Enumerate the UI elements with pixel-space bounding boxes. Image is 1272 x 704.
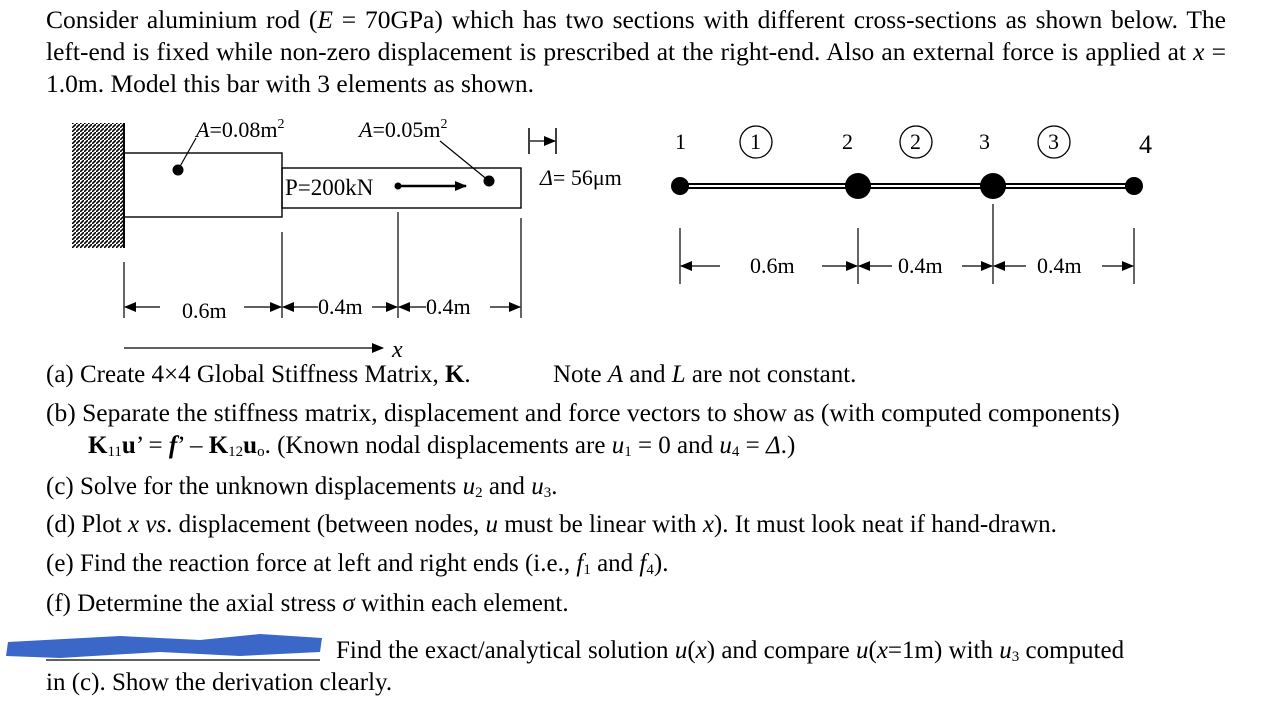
note-text-end: are not constant.	[685, 361, 857, 388]
question-d	[46, 510, 1057, 540]
known-text: . (Known nodal displacements are	[264, 432, 612, 459]
length-symbol: L	[671, 361, 686, 388]
question-b-line2	[88, 431, 795, 461]
minus: ’ –	[177, 432, 209, 459]
squared: 2	[277, 117, 285, 132]
u: u	[674, 637, 688, 664]
x: x	[695, 637, 707, 664]
k11-symbol: K	[88, 432, 108, 459]
area-label-left	[196, 118, 284, 142]
end: .	[551, 473, 558, 500]
area-value: =0.08m	[209, 117, 278, 142]
element-label-1: 1	[750, 129, 761, 154]
node-label-3: 3	[979, 129, 990, 154]
f1: f	[576, 550, 584, 577]
sigma: σ	[342, 590, 355, 617]
intro-text-1: Consider aluminium rod (	[46, 5, 318, 34]
subscript: 12	[228, 444, 244, 460]
question-a-note	[553, 360, 856, 390]
subscript: 11	[107, 444, 122, 460]
u: u	[485, 511, 498, 538]
redaction-scribble	[6, 634, 322, 658]
x2: x	[702, 511, 714, 538]
x-axis-label: x	[392, 337, 403, 363]
question-g-line2: in (c). Show the derivation clearly.	[46, 669, 393, 696]
modulus-symbol: E	[317, 5, 333, 34]
text: computed	[1019, 637, 1125, 664]
paren: (	[687, 637, 696, 664]
subscript: 1	[583, 562, 591, 578]
end: .)	[780, 432, 796, 459]
question-a	[46, 360, 471, 390]
end: ).	[653, 550, 669, 577]
squared: 2	[440, 117, 448, 132]
dim-label-3: 0.4m	[426, 294, 471, 319]
mid2: must be linear with	[497, 511, 703, 538]
u-vector: u	[121, 432, 136, 459]
node-label-1: 1	[675, 129, 686, 154]
subscript: o	[257, 444, 265, 460]
x: x	[876, 637, 888, 664]
fe-node-2	[845, 173, 871, 199]
x-symbol: x	[1193, 37, 1205, 66]
uo-vector: u	[243, 432, 258, 459]
u: u	[855, 637, 869, 664]
u4: u	[719, 432, 732, 459]
subscript: 3	[1011, 649, 1020, 665]
node-label-4: 4	[1139, 130, 1152, 159]
text: ) and compare	[706, 637, 856, 664]
fe-node-3	[980, 173, 1006, 199]
dim-label-2: 0.4m	[318, 294, 363, 319]
u2: u	[462, 473, 476, 500]
fixed-wall	[72, 123, 124, 248]
paren: (	[868, 637, 877, 664]
element-label-2: 2	[910, 129, 921, 154]
displacement-label	[540, 166, 622, 190]
text: Find the exact/analytical solution	[336, 637, 675, 664]
delta: Δ	[766, 432, 781, 459]
question-e-text: (e) Find the reaction force at left and right ends (i.e.,	[46, 550, 577, 577]
node-label-2: 2	[842, 129, 853, 154]
k12-symbol: K	[208, 432, 229, 459]
area-symbol: A	[607, 361, 624, 388]
end: within each element.	[354, 590, 569, 617]
subscript: 4	[731, 444, 740, 460]
vs: vs	[145, 511, 167, 538]
intro-text-3: = 1.0m. Model this bar with 3 elements as shown.	[46, 37, 1226, 98]
f-vector: f	[168, 432, 178, 459]
area-symbol: A	[359, 117, 373, 142]
subscript: 2	[475, 485, 483, 501]
stiffness-symbol: K	[444, 361, 465, 388]
mid: . displacement (between nodes,	[166, 511, 486, 538]
eq0: = 0 and	[631, 432, 720, 459]
area-symbol: A	[196, 117, 210, 142]
intro-text-2: = 70GPa) which has two sections with different cross-sections as shown below. The left-end is fixed while non-zero displacement is prescribed at the right-end. Also an external force is applied at	[46, 5, 1226, 66]
area-value: =0.05m	[372, 117, 441, 142]
f4: f	[639, 550, 647, 577]
dim-label-1: 0.6m	[182, 298, 227, 323]
bar-section-left	[124, 153, 282, 217]
note-text: Note	[553, 361, 608, 388]
question-b-line1: (b) Separate the stiffness matrix, displacement and force vectors to show as (with computed components)	[46, 398, 1120, 427]
question-d-text: (d) Plot	[46, 511, 128, 538]
eq: ’ =	[135, 432, 169, 459]
question-c-text: (c) Solve for the unknown displacements	[46, 473, 463, 500]
delta-symbol: Δ	[540, 165, 553, 190]
period: .	[464, 361, 471, 388]
model-dim-label-3: 0.4m	[1037, 253, 1082, 278]
eqd: =	[739, 432, 766, 459]
area-label-right	[359, 118, 447, 142]
question-a-text: (a) Create 4×4 Global Stiffness Matrix,	[46, 361, 445, 388]
x: x	[127, 511, 140, 538]
question-e	[46, 549, 668, 579]
question-f	[46, 589, 569, 619]
fe-node-4	[1125, 177, 1143, 195]
and-text: and	[623, 361, 672, 388]
subscript: 1	[624, 444, 632, 460]
subscript: 4	[646, 562, 654, 578]
delta-value: = 56μm	[552, 165, 622, 190]
u3: u	[999, 637, 1012, 664]
subscript: 3	[543, 485, 552, 501]
question-c	[46, 472, 557, 502]
model-dim-label-1: 0.6m	[750, 253, 795, 278]
fe-node-1	[671, 177, 689, 195]
and-text: and	[590, 550, 640, 577]
model-dim-label-2: 0.4m	[898, 253, 943, 278]
text: =1m) with	[887, 637, 1000, 664]
and-text: and	[482, 473, 532, 500]
question-g-line1	[336, 636, 1124, 666]
end: ). It must look neat if hand-drawn.	[713, 511, 1057, 538]
question-f-text: (f) Determine the axial stress	[46, 590, 343, 617]
u3: u	[531, 473, 544, 500]
u1: u	[611, 432, 625, 459]
element-label-3: 3	[1048, 129, 1059, 154]
force-label: P=200kN	[285, 175, 374, 200]
